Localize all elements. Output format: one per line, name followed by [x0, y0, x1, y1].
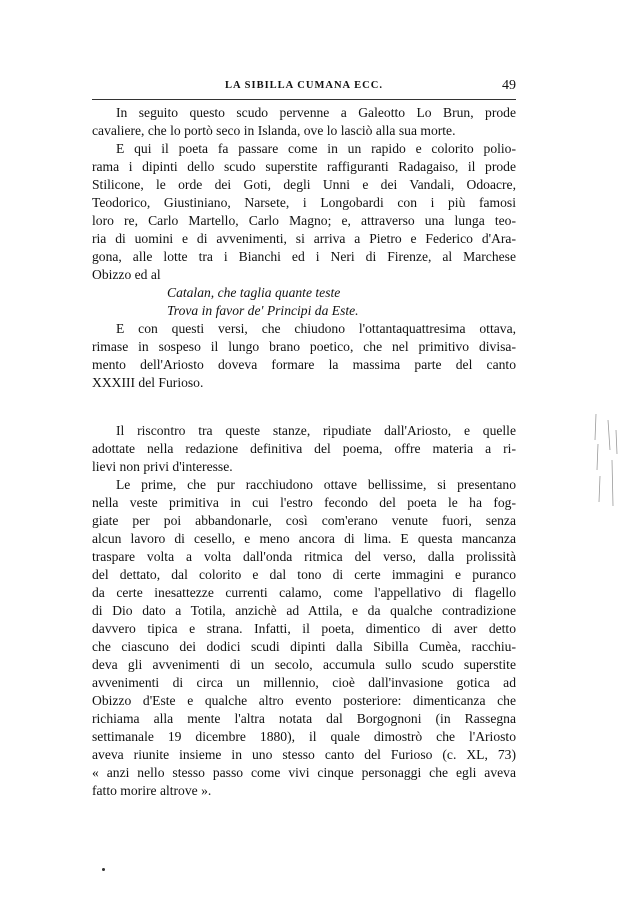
- text-line: mento dell'Ariosto doveva formare la massima parte del canto: [92, 357, 516, 372]
- text-line: nella veste primitiva in cui l'estro fecondo del poeta le ha fog-: [92, 495, 516, 510]
- page-header: [92, 78, 516, 98]
- verse-line: Catalan, che taglia quante teste: [167, 285, 341, 300]
- text-line: E qui il poeta fa passare come in un rapido e colorito polio-: [116, 141, 516, 156]
- text-line: di Dio dato a Totila, anzichè ad Attila, e da qualche contradizione: [92, 603, 516, 618]
- text-line: rama i dipinti dello scudo superstite raffiguranti Radagaiso, il prode: [92, 159, 516, 174]
- text-line: gona, alle lotte tra i Bianchi ed i Neri di Firenze, al Marchese: [92, 249, 516, 264]
- text-line: giate per poi abbandonarle, così com'erano venute fuori, senza: [92, 513, 516, 528]
- text-line: fatto morire altrove ».: [92, 783, 212, 798]
- text-line: ria di uomini e di avvenimenti, si arriva a Pietro e Federico d'Ara-: [92, 231, 516, 246]
- text-line: Teodorico, Giustiniano, Narsete, i Longobardi con i più famosi: [92, 195, 516, 210]
- ink-speck: [102, 868, 105, 871]
- margin-pencil-mark: [590, 410, 620, 520]
- header-rule: [92, 99, 516, 100]
- text-line: deva gli avvenimenti di un secolo, accumula sullo scudo superstite: [92, 657, 516, 672]
- text-line: da certe inesattezze currenti calamo, come l'appellativo di flagello: [92, 585, 516, 600]
- text-line: che ciascuno dei dodici scudi dipinti dalla Sibilla Cumèa, racchiu-: [92, 639, 516, 654]
- verse-line: Trova in favor de' Principi da Este.: [167, 303, 359, 318]
- text-line: richiama alla mente l'altra notata dal Borgognoni (in Rassegna: [92, 711, 516, 726]
- text-line: del dettato, dal colorito e dal tono di certe immagini e puranco: [92, 567, 516, 582]
- text-line: Stilicone, le orde dei Goti, degli Unni e dei Vandali, Odoacre,: [92, 177, 516, 192]
- text-line: Obizzo ed al: [92, 267, 161, 282]
- text-line: settimanale 19 dicembre 1880), il quale dimostrò che l'Ariosto: [92, 729, 516, 744]
- text-line: Obizzo d'Este e qualche altro evento posteriore: dimenticanza che: [92, 693, 516, 708]
- text-line: lievi non privi d'interesse.: [92, 459, 233, 474]
- section-gap: [92, 392, 516, 422]
- text-line: In seguito questo scudo pervenne a Galeotto Lo Brun, prode: [116, 105, 516, 120]
- text-line: adottate nella redazione definitiva del poema, offre materia a ri-: [92, 441, 516, 456]
- text-line: XXXIII del Furioso.: [92, 375, 204, 390]
- text-line: aveva riunite insieme in uno stesso canto del Furioso (c. XL, 73): [92, 747, 516, 762]
- text-line: loro re, Carlo Martello, Carlo Magno; e, attraverso una lunga teo-: [92, 213, 516, 228]
- text-line: « anzi nello stesso passo come vivi cinque personaggi che egli aveva: [92, 765, 516, 780]
- text-line: Le prime, che pur racchiudono ottave bellissime, si presentano: [116, 477, 516, 492]
- text-line: alcun lavoro di cesello, e meno ancora di lima. E questa mancanza: [92, 531, 516, 546]
- body-text: [92, 104, 516, 800]
- text-line: rimase in sospeso il lungo brano poetico, che nel primitivo divisa-: [92, 339, 516, 354]
- text-line: traspare volta a volta dall'onda ritmica del verso, dalla prolissità: [92, 549, 516, 564]
- page-number: 49: [502, 78, 516, 93]
- text-line: E con questi versi, che chiudono l'ottantaquattresima ottava,: [116, 321, 516, 336]
- running-title: LA SIBILLA CUMANA ECC.: [225, 80, 383, 91]
- text-line: davvero tipica e strana. Infatti, il poeta, dimentico di aver detto: [92, 621, 516, 636]
- text-line: avvenimenti di circa un millennio, cioè dall'invasione gotica ad: [92, 675, 516, 690]
- text-line: cavaliere, che lo portò seco in Islanda, ove lo lasciò alla sua morte.: [92, 123, 456, 138]
- text-line: Il riscontro tra queste stanze, ripudiate dall'Ariosto, e quelle: [116, 423, 516, 438]
